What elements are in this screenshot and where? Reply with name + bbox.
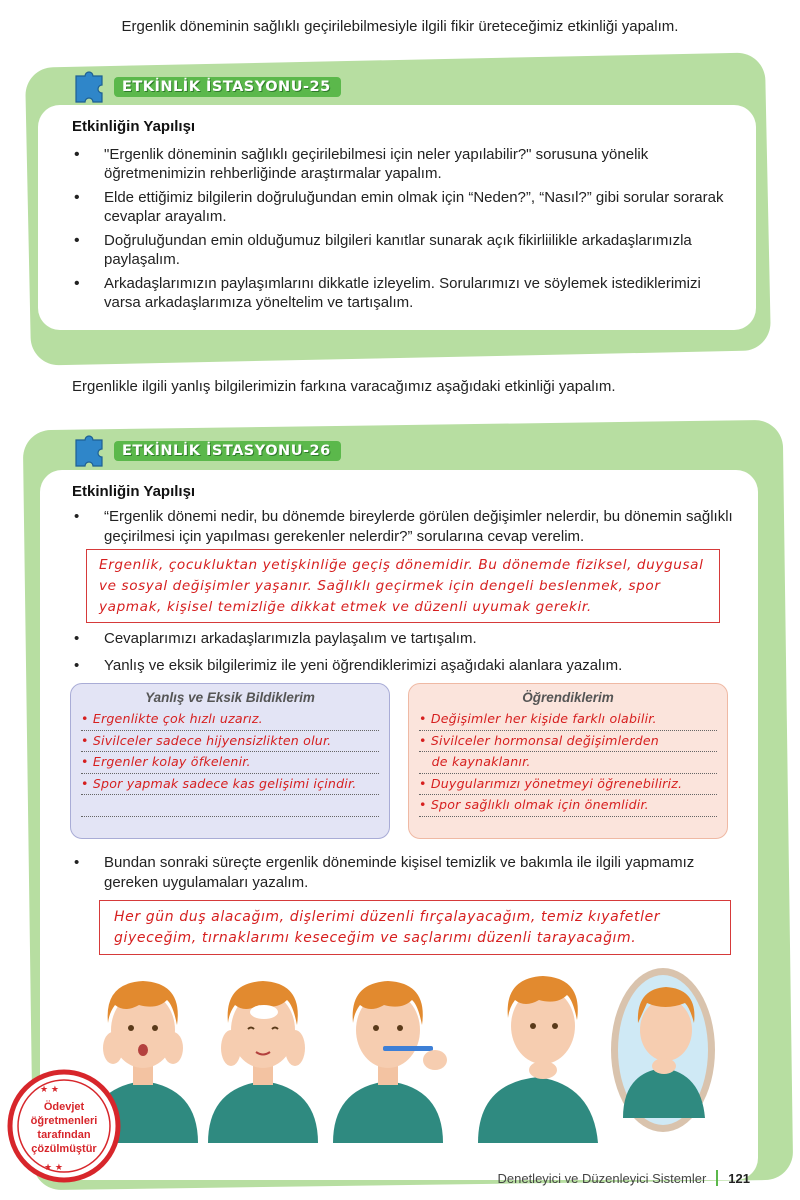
grooming-illustration bbox=[78, 968, 718, 1143]
station-25-heading: Etkinliğin Yapılışı bbox=[72, 118, 196, 135]
list-item: • Doğruluğundan emin olduğumuz bilgileri kanıtlar sunarak açık fikirliilikle arkadaşlarımızla paylaşalım. bbox=[68, 231, 738, 269]
list-item: • Elde ettiğimiz bilgilerin doğruluğundan emin olmak için “Neden?”, “Nasıl?” gibi sorular sorarak cevaplar arayalım. bbox=[68, 188, 738, 226]
list-item: • "Ergenlik döneminin sağlıklı geçirilebilmesi için neler yapılabilir?" sorusuna yönelik öğretmenimizin rehberliğinde araştırmalar yapalım. bbox=[68, 145, 738, 183]
footer-divider bbox=[716, 1170, 718, 1186]
wrong-knowledge-title: Yanlış ve Eksik Bildiklerim bbox=[145, 690, 315, 705]
station-26-bullet-1: • “Ergenlik dönemi nedir, bu dönemde bireylerde görülen değişimler nelerdir, bu dönemin sağlıklı geçirilmesi için yapılması gerekenler nelerdir?” sorularına cevap verelim. bbox=[68, 507, 738, 547]
intro-text-middle: Ergenlikle ilgili yanlış bilgilerimizin farkına varacağımız aşağıdaki etkinliği yapalım. bbox=[72, 378, 616, 395]
station-25-bullet-list bbox=[68, 145, 738, 317]
wrong-knowledge-box bbox=[70, 683, 390, 839]
stamp-line: çözülmüştür bbox=[31, 1143, 97, 1155]
mirror-illustration bbox=[611, 968, 715, 1132]
list-item: de kaynaklanır. bbox=[419, 752, 717, 774]
learned-title: Öğrendiklerim bbox=[522, 690, 614, 705]
answer-box-1: Ergenlik, çocukluktan yetişkinliğe geçiş dönemidir. Bu dönemde fiziksel, duygusal ve sosyal değişimler yaşanır. Sağlıklı geçirmek için dengeli beslenmek, spor yapmak, kişisel temizliğe dikkat etmek ve düzenli uyumak gerekir. bbox=[86, 549, 720, 623]
station-26-heading: Etkinliğin Yapılışı bbox=[72, 483, 196, 500]
list-item: • Spor yapmak sadece kas gelişimi içindir. bbox=[81, 774, 379, 796]
list-item: • Arkadaşlarımızın paylaşımlarını dikkatle izleyelim. Sorularımızı ve söylemek istediklerimizi varsa arkadaşlarımıza yöneltelim ve tartışalım. bbox=[68, 274, 738, 312]
stamp-line: Ödevjet bbox=[43, 1101, 85, 1113]
list-item: • Duygularımızı yönetmeyi öğrenebiliriz. bbox=[419, 774, 717, 796]
intro-text-top: Ergenlik döneminin sağlıklı geçirilebilmesiyle ilgili fikir üreteceğimiz etkinliği yapalım. bbox=[121, 18, 679, 35]
station-26-badge bbox=[70, 430, 341, 472]
list-item: • Sivilceler hormonsal değişimlerden bbox=[419, 731, 717, 753]
list-item: • Ergenlikte çok hızlı uzarız. bbox=[81, 709, 379, 731]
page-footer bbox=[497, 1170, 750, 1186]
puzzle-icon bbox=[70, 66, 110, 108]
list-item: • Ergenler kolay öfkelenir. bbox=[81, 752, 379, 774]
station-26-bullet-2: • Cevaplarımızı arkadaşlarımızla paylaşalım ve tartışalım. bbox=[68, 629, 738, 649]
list-item: • Sivilceler sadece hijyensizlikten olur. bbox=[81, 731, 379, 753]
footer-section-title: Denetleyici ve Düzenleyici Sistemler bbox=[497, 1170, 707, 1186]
list-item bbox=[81, 795, 379, 817]
boy-cleansing-illustration bbox=[208, 981, 318, 1143]
solved-stamp bbox=[4, 1066, 124, 1186]
station-25-title: ETKİNLİK İSTASYONU-25 bbox=[114, 77, 341, 97]
star-icon: ★ ★ bbox=[44, 1163, 63, 1173]
boy-brushing-teeth-illustration bbox=[333, 981, 447, 1143]
learned-box bbox=[408, 683, 728, 839]
station-26-title: ETKİNLİK İSTASYONU-26 bbox=[114, 441, 341, 461]
page-number: 121 bbox=[728, 1170, 750, 1186]
station-26-bullet-4: • Bundan sonraki süreçte ergenlik döneminde kişisel temizlik ve bakımla ile ilgili yapmamız gereken uygulamaları yazalım. bbox=[68, 853, 738, 893]
stamp-line: öğretmenleri bbox=[30, 1115, 98, 1127]
boy-thinking-illustration bbox=[478, 976, 598, 1143]
puzzle-icon bbox=[70, 430, 110, 472]
answer-box-2: Her gün duş alacağım, dişlerimi düzenli fırçalayacağım, temiz kıyafetler giyeceğim, tırnaklarımı keseceğim ve saçlarımı düzenli tarayacağım. bbox=[99, 900, 731, 955]
station-26-bullet-3: • Yanlış ve eksik bilgilerimiz ile yeni öğrendiklerimizi aşağıdaki alanlara yazalım. bbox=[68, 656, 738, 676]
station-25-badge bbox=[70, 66, 341, 108]
list-item: • Değişimler her kişide farklı olabilir. bbox=[419, 709, 717, 731]
list-item: • Spor sağlıklı olmak için önemlidir. bbox=[419, 795, 717, 817]
star-icon: ★ ★ bbox=[40, 1085, 59, 1095]
stamp-line: tarafından bbox=[37, 1129, 91, 1141]
